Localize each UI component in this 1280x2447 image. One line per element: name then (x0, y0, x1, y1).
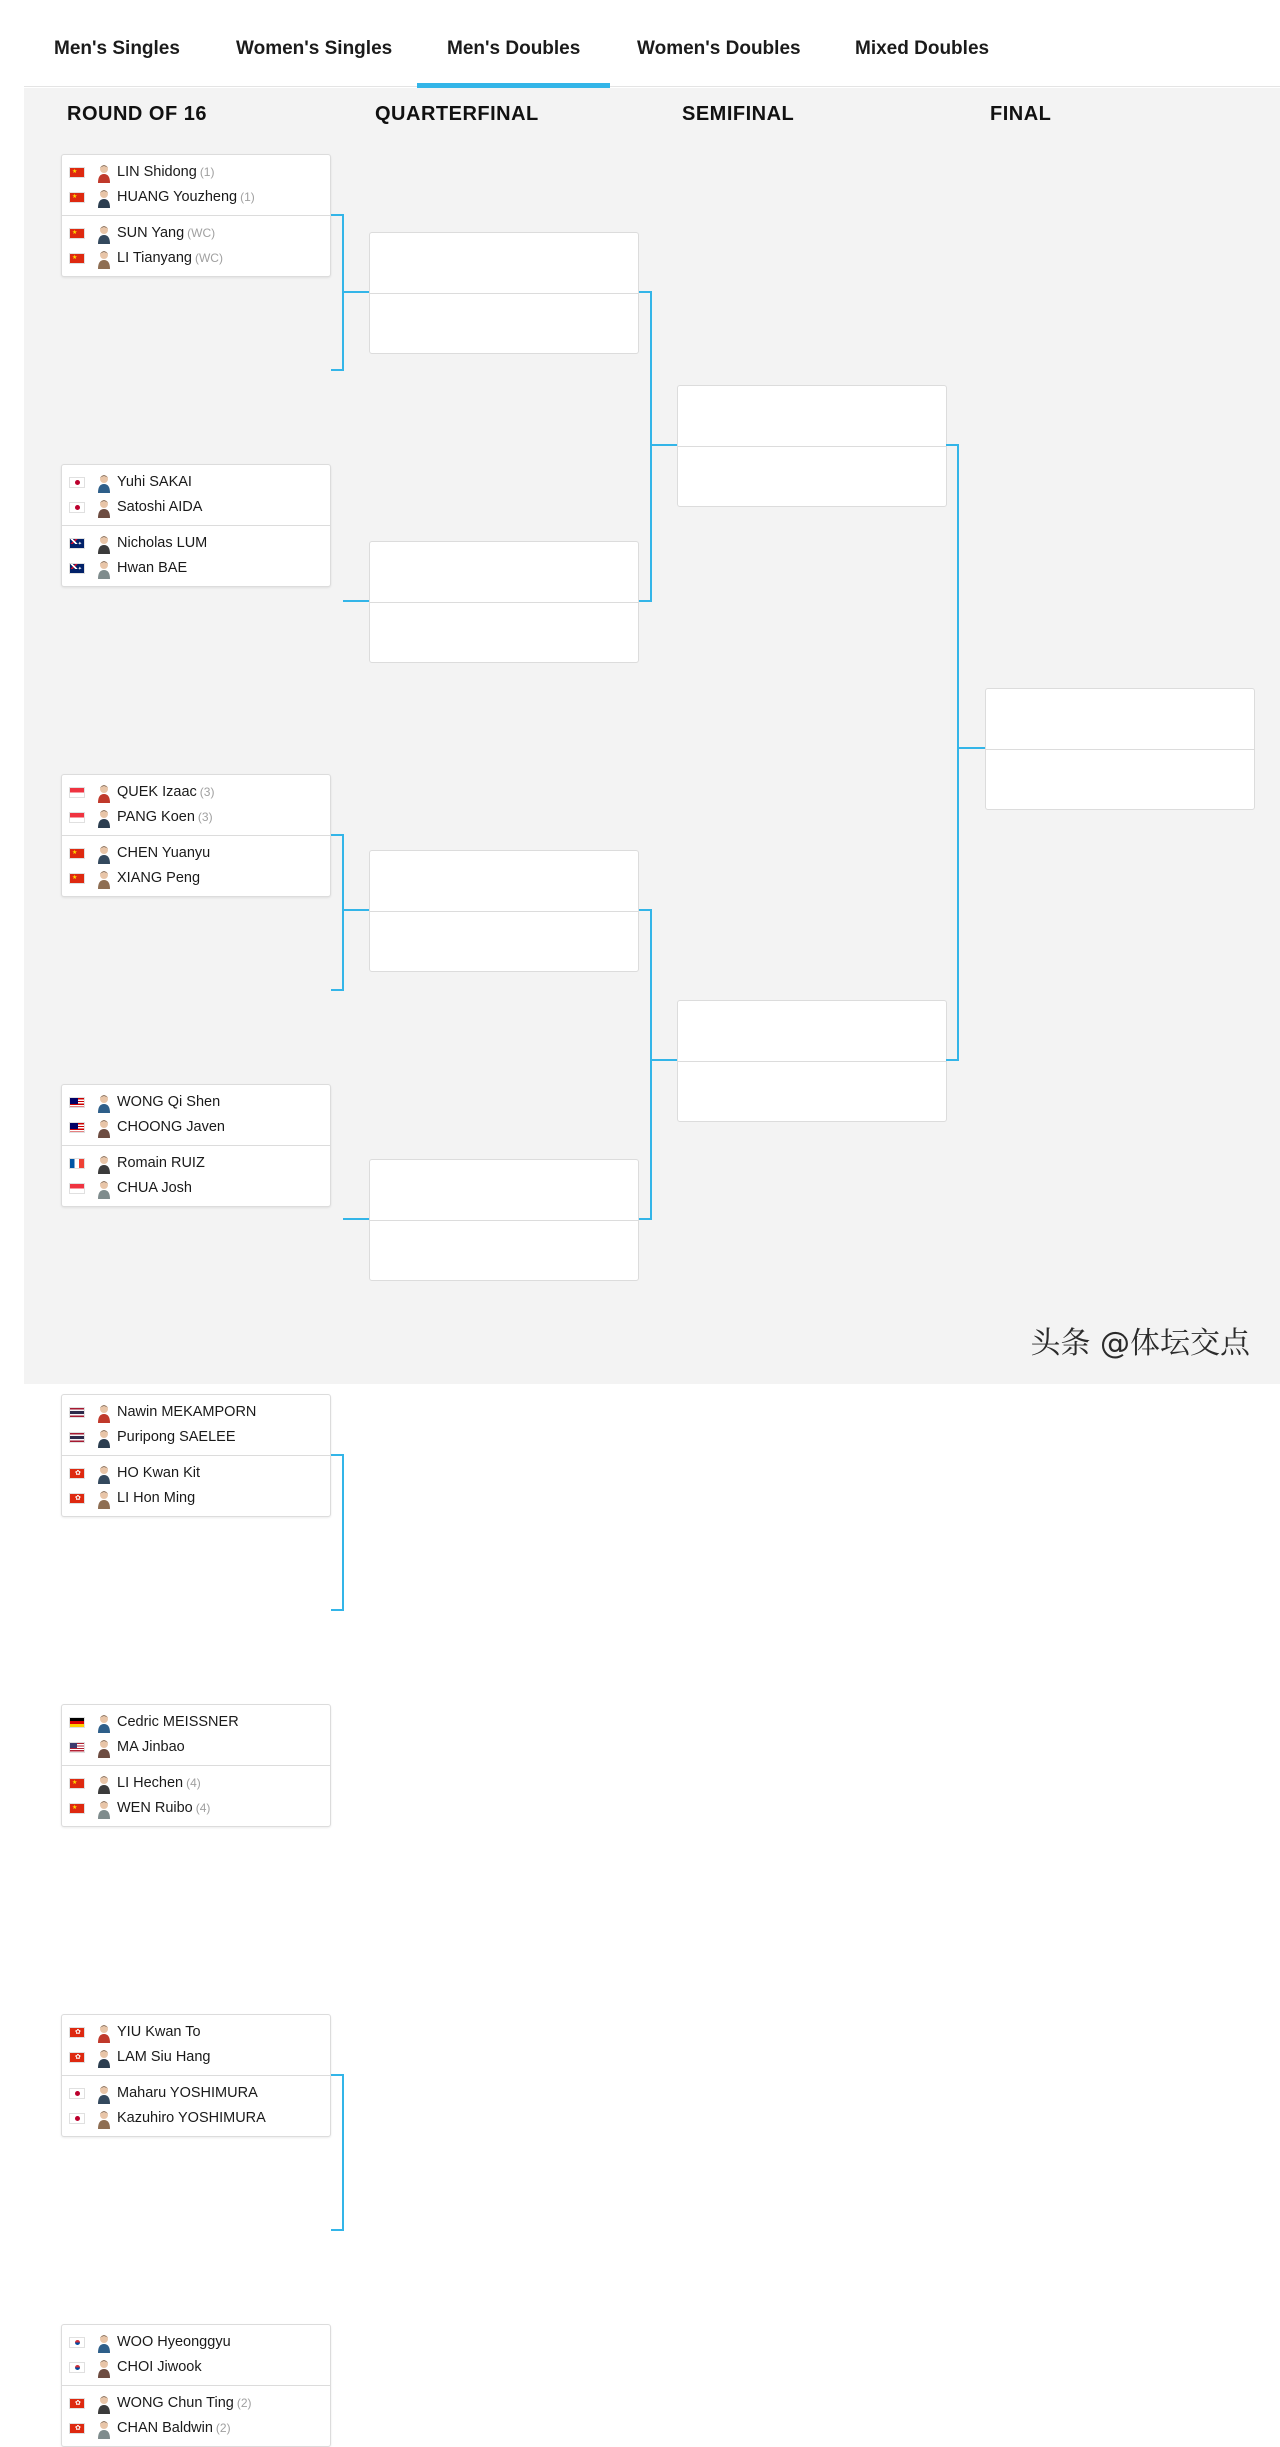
round-title-semifinal: SEMIFINAL (682, 103, 795, 125)
player-row (62, 1711, 330, 1735)
team-slot[interactable] (62, 1766, 330, 1827)
round-of-16-match[interactable] (61, 1084, 331, 1207)
player-avatar-icon (97, 1155, 111, 1174)
team-slot[interactable] (62, 1146, 330, 1207)
player-name[interactable] (117, 1180, 192, 1196)
player-avatar-icon (97, 1714, 111, 1733)
player-name[interactable] (117, 189, 255, 205)
flag-chn-icon: ★ (69, 1803, 85, 1814)
player-name-text: LAM Siu Hang (117, 2049, 211, 2065)
player-row (62, 2046, 330, 2070)
player-row (62, 1116, 330, 1140)
player-avatar-icon (97, 1404, 111, 1423)
team-slot[interactable] (62, 2386, 330, 2447)
player-name[interactable] (117, 1714, 239, 1730)
player-row (62, 1426, 330, 1450)
team-slot[interactable] (62, 775, 330, 836)
flag-jpn-icon (69, 502, 85, 513)
player-avatar-icon (97, 1429, 111, 1448)
tab-mens-singles[interactable]: Men's Singles (54, 38, 180, 59)
flag-ger-icon (69, 1717, 85, 1728)
player-row (62, 2417, 330, 2441)
flag-chn-icon: ★ (69, 192, 85, 203)
player-row (62, 1091, 330, 1115)
player-avatar-icon (97, 1465, 111, 1484)
player-name[interactable] (117, 474, 192, 490)
player-row (62, 532, 330, 556)
player-avatar-icon (97, 189, 111, 208)
player-name-text: MA Jinbao (117, 1739, 185, 1755)
player-row (62, 781, 330, 805)
player-name[interactable] (117, 1800, 210, 1816)
round-of-16-match[interactable] (61, 2014, 331, 2137)
player-row (62, 247, 330, 271)
player-row (62, 161, 330, 185)
player-row (62, 186, 330, 210)
player-row (62, 867, 330, 891)
player-avatar-icon (97, 225, 111, 244)
round-of-16-match[interactable] (61, 464, 331, 587)
player-name-text: CHOONG Javen (117, 1119, 225, 1135)
player-name-text: CHEN Yuanyu (117, 845, 211, 861)
flag-chn-icon: ★ (69, 167, 85, 178)
player-name-text: WOO Hyeonggyu (117, 2334, 231, 2350)
player-name[interactable] (117, 1094, 220, 1110)
player-name[interactable] (117, 1155, 205, 1171)
flag-sgp-icon (69, 787, 85, 798)
player-name[interactable] (117, 2024, 201, 2040)
player-name-text: LI Tianyang (117, 250, 192, 266)
player-avatar-icon (97, 2024, 111, 2043)
flag-mas-icon (69, 1097, 85, 1108)
player-row (62, 1462, 330, 1486)
quarterfinal-match-1[interactable] (369, 232, 639, 354)
round-of-16-match[interactable] (61, 1704, 331, 1827)
player-avatar-icon (97, 2395, 111, 2414)
player-seed: (WC) (194, 251, 223, 265)
player-name[interactable] (117, 225, 215, 241)
r16-connector (331, 1455, 343, 1610)
player-avatar-icon (97, 535, 111, 554)
player-row (62, 1797, 330, 1821)
team-slot[interactable] (62, 1085, 330, 1146)
player-row (62, 496, 330, 520)
team-slot[interactable] (62, 1705, 330, 1766)
round-title-quarterfinal: QUARTERFINAL (375, 103, 539, 125)
player-name[interactable] (117, 1119, 225, 1135)
player-avatar-icon (97, 474, 111, 493)
player-seed: (1) (240, 190, 255, 204)
flag-jpn-icon (69, 2113, 85, 2124)
player-name-text: WONG Qi Shen (117, 1094, 221, 1110)
flag-jpn-icon (69, 477, 85, 488)
flag-sgp-icon (69, 1183, 85, 1194)
player-name-text: CHOI Jiwook (117, 2359, 202, 2375)
player-name[interactable] (117, 499, 202, 515)
team-slot[interactable] (62, 1456, 330, 1517)
flag-kor-icon (69, 2362, 85, 2373)
final-match[interactable] (985, 688, 1255, 810)
player-avatar-icon (97, 2110, 111, 2129)
player-row (62, 1152, 330, 1176)
flag-hkg-icon: ✿ (69, 1493, 85, 1504)
player-avatar-icon (97, 2049, 111, 2068)
tab-womens-singles[interactable]: Women's Singles (236, 38, 393, 59)
player-avatar-icon (97, 1094, 111, 1113)
team-slot[interactable] (62, 155, 330, 216)
player-name-text: Kazuhiro YOSHIMURA (117, 2110, 266, 2126)
player-avatar-icon (97, 2334, 111, 2353)
flag-chn-icon: ★ (69, 848, 85, 859)
flag-tha-icon (69, 1407, 85, 1418)
flag-chn-icon: ★ (69, 228, 85, 239)
player-avatar-icon (97, 1490, 111, 1509)
quarterfinal-match-2[interactable] (369, 541, 639, 663)
player-avatar-icon (97, 164, 111, 183)
player-avatar-icon (97, 250, 111, 269)
team-slot[interactable] (62, 526, 330, 587)
tab-mixed-doubles[interactable]: Mixed Doubles (855, 38, 990, 59)
team-slot[interactable] (62, 2015, 330, 2076)
player-row (62, 1177, 330, 1201)
player-name[interactable] (117, 2334, 231, 2350)
player-name[interactable] (117, 2085, 258, 2101)
flag-hkg-icon: ✿ (69, 2052, 85, 2063)
player-avatar-icon (97, 870, 111, 889)
player-seed: (3) (197, 810, 213, 824)
tab-mens-doubles[interactable]: Men's Doubles (447, 38, 580, 86)
flag-jpn-icon (69, 2088, 85, 2099)
flag-aus-icon: ✦ (69, 563, 85, 574)
flag-hkg-icon: ✿ (69, 2398, 85, 2409)
team-slot[interactable] (62, 216, 330, 277)
round-of-16-match[interactable] (61, 1394, 331, 1517)
player-name-text: SUN Yang (117, 225, 185, 241)
flag-tha-icon (69, 1432, 85, 1443)
player-seed: (1) (199, 165, 215, 179)
player-name[interactable] (117, 1465, 200, 1481)
player-row (62, 2392, 330, 2416)
player-name[interactable] (117, 2049, 211, 2065)
flag-sgp-icon (69, 812, 85, 823)
player-seed: (3) (199, 785, 215, 799)
player-avatar-icon (97, 1800, 111, 1819)
player-avatar-icon (97, 1180, 111, 1199)
player-seed: (2) (215, 2421, 231, 2435)
player-name-text: XIANG Peng (117, 870, 201, 886)
player-name[interactable] (117, 2359, 202, 2375)
player-name-text: WEN Ruibo (117, 1800, 193, 1816)
player-name[interactable] (117, 845, 210, 861)
player-name-text: Puripong SAELEE (117, 1429, 236, 1445)
flag-usa-icon (69, 1742, 85, 1753)
flag-mas-icon (69, 1122, 85, 1133)
player-name[interactable] (117, 1404, 256, 1420)
player-name[interactable] (117, 1490, 195, 1506)
player-name-text: Romain RUIZ (117, 1155, 205, 1171)
player-row (62, 842, 330, 866)
player-avatar-icon (97, 845, 111, 864)
player-seed: (4) (186, 1776, 201, 1790)
player-name-text: YIU Kwan To (117, 2024, 201, 2040)
player-avatar-icon (97, 499, 111, 518)
flag-hkg-icon: ✿ (69, 2027, 85, 2038)
round-title-r16: ROUND OF 16 (67, 103, 207, 125)
player-name[interactable] (117, 2420, 231, 2436)
player-seed: (2) (236, 2396, 252, 2410)
player-avatar-icon (97, 1739, 111, 1758)
player-name-text: CHAN Baldwin (117, 2420, 213, 2436)
player-name-text: Maharu YOSHIMURA (117, 2085, 258, 2101)
player-name-text: Hwan BAE (117, 560, 188, 576)
watermark-text: 头条 @体坛交点 (1030, 1326, 1250, 1361)
player-row (62, 1772, 330, 1796)
player-row (62, 222, 330, 246)
player-name-text: LI Hechen (117, 1775, 184, 1791)
flag-chn-icon: ★ (69, 873, 85, 884)
player-name[interactable] (117, 1775, 201, 1791)
player-name-text: HO Kwan Kit (117, 1465, 200, 1481)
player-name-text: LI Hon Ming (117, 1490, 196, 1506)
player-avatar-icon (97, 560, 111, 579)
player-row (62, 557, 330, 581)
player-name[interactable] (117, 2110, 266, 2126)
player-name-text: HUANG Youzheng (117, 189, 238, 205)
player-row (62, 1487, 330, 1511)
player-name[interactable] (117, 535, 207, 551)
player-avatar-icon (97, 809, 111, 828)
player-row (62, 471, 330, 495)
player-name-text: WONG Chun Ting (117, 2395, 234, 2411)
player-name[interactable] (117, 784, 214, 800)
team-slot[interactable] (62, 465, 330, 526)
player-name-text: Satoshi AIDA (117, 499, 203, 515)
player-avatar-icon (97, 2359, 111, 2378)
player-name-text: PANG Koen (117, 809, 195, 825)
player-name[interactable] (117, 164, 214, 180)
player-seed: (WC) (187, 226, 216, 240)
event-tab-bar (24, 0, 1280, 87)
player-row (62, 2021, 330, 2045)
team-slot[interactable] (62, 836, 330, 897)
flag-fra-icon (69, 1158, 85, 1169)
round-of-16-match[interactable] (61, 2324, 331, 2447)
player-name-text: CHUA Josh (117, 1180, 192, 1196)
flag-hkg-icon: ✿ (69, 1468, 85, 1479)
player-name-text: LIN Shidong (117, 164, 197, 180)
player-seed: (4) (195, 1801, 211, 1815)
player-name[interactable] (117, 2395, 252, 2411)
player-avatar-icon (97, 784, 111, 803)
flag-aus-icon: ✦ (69, 538, 85, 549)
player-row (62, 2356, 330, 2380)
flag-chn-icon: ★ (69, 253, 85, 264)
player-row (62, 1736, 330, 1760)
quarterfinal-match-3[interactable] (369, 850, 639, 972)
player-row (62, 1401, 330, 1425)
round-of-16-match[interactable] (61, 154, 331, 277)
player-name[interactable] (117, 870, 200, 886)
player-name-text: Yuhi SAKAI (117, 474, 192, 490)
team-slot[interactable] (62, 1395, 330, 1456)
player-name-text: QUEK Izaac (117, 784, 197, 800)
team-slot[interactable] (62, 2076, 330, 2137)
flag-kor-icon (69, 2337, 85, 2348)
player-avatar-icon (97, 1775, 111, 1794)
flag-hkg-icon: ✿ (69, 2423, 85, 2434)
round-of-16-match[interactable] (61, 774, 331, 897)
semifinal-match-1[interactable] (677, 385, 947, 507)
player-row (62, 2331, 330, 2355)
player-name-text: Cedric MEISSNER (117, 1714, 239, 1730)
player-name[interactable] (117, 560, 187, 576)
semifinal-match-2[interactable] (677, 1000, 947, 1122)
player-row (62, 2082, 330, 2106)
flag-chn-icon: ★ (69, 1778, 85, 1789)
player-name[interactable] (117, 1429, 236, 1445)
player-row (62, 2107, 330, 2131)
round-title-final: FINAL (990, 103, 1052, 125)
team-slot[interactable] (62, 2325, 330, 2386)
player-row (62, 806, 330, 830)
r16-connector (331, 2075, 343, 2230)
player-avatar-icon (97, 1119, 111, 1138)
player-avatar-icon (97, 2085, 111, 2104)
quarterfinal-match-4[interactable] (369, 1159, 639, 1281)
player-name-text: Nicholas LUM (117, 535, 208, 551)
player-name[interactable] (117, 250, 223, 266)
tab-womens-doubles[interactable]: Women's Doubles (637, 38, 801, 59)
player-name[interactable] (117, 809, 213, 825)
player-avatar-icon (97, 2420, 111, 2439)
player-name[interactable] (117, 1739, 185, 1755)
player-name-text: Nawin MEKAMPORN (117, 1404, 257, 1420)
